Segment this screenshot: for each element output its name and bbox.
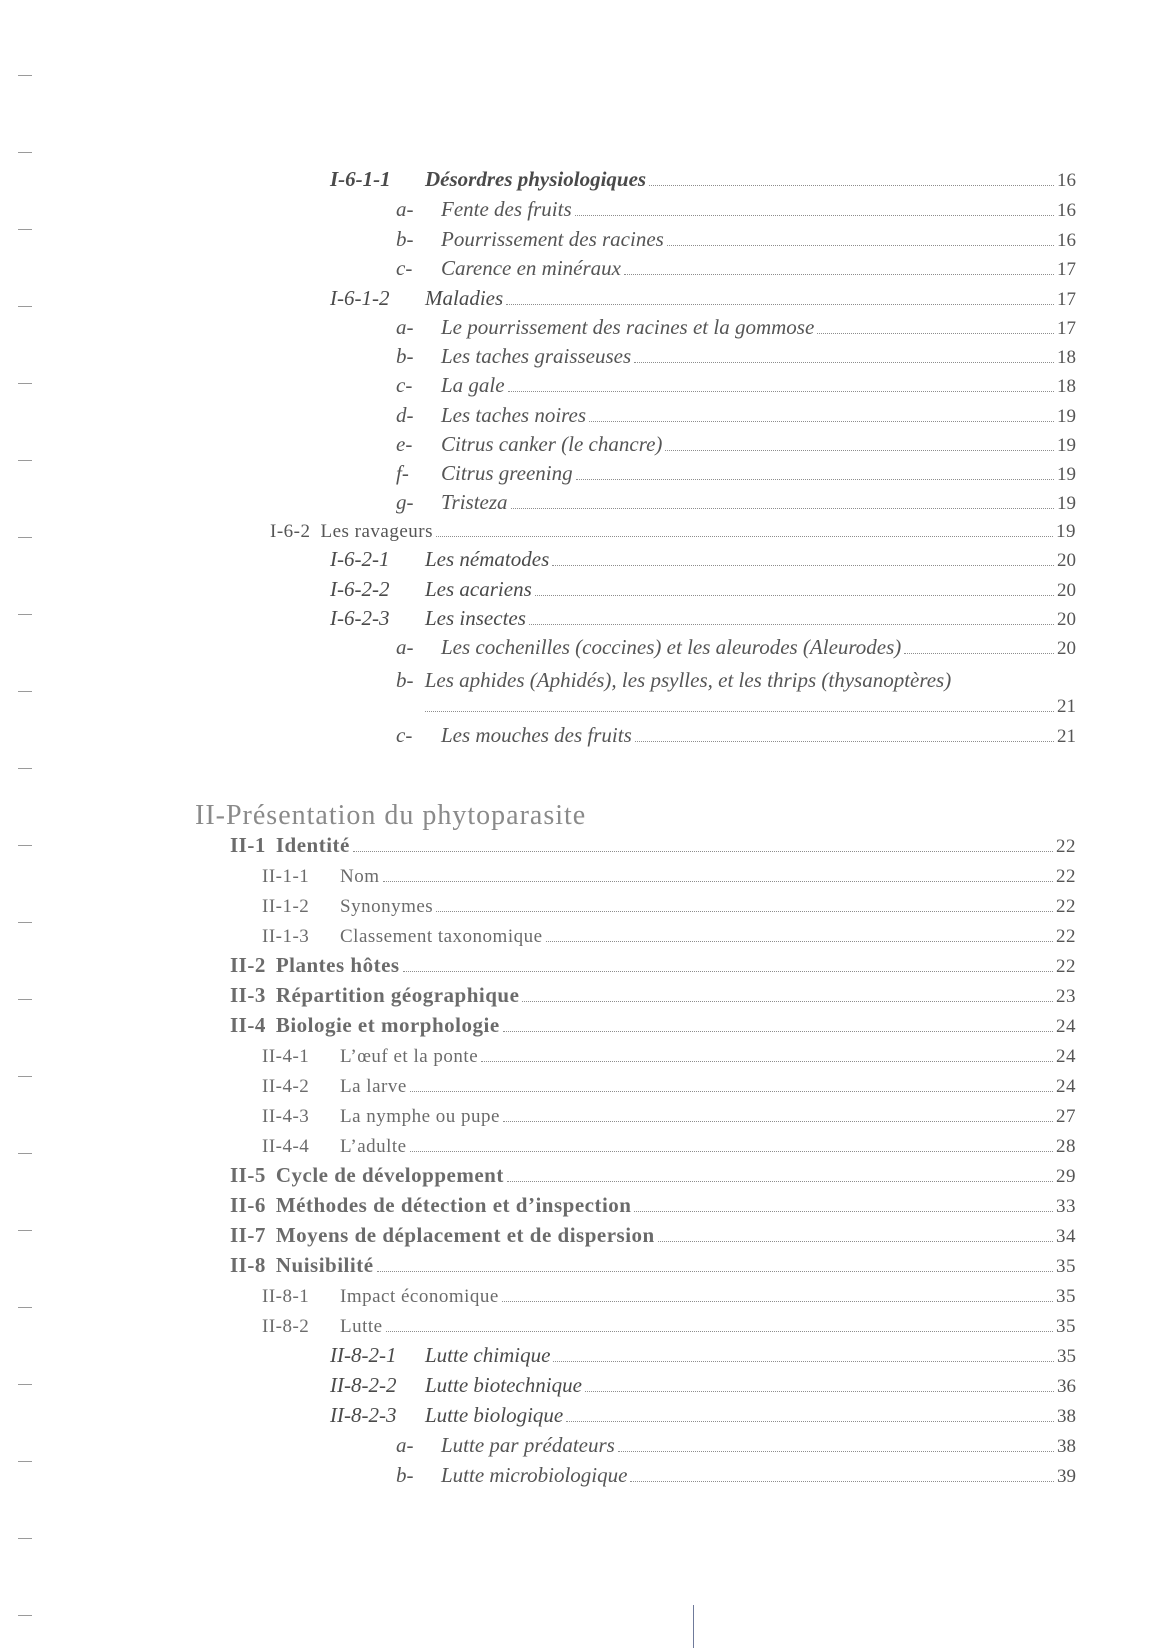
toc-page-number: 34 [1056,1226,1076,1247]
toc-entry-title: Maladies [425,286,504,310]
leader-dots [425,711,1054,712]
toc-entry-title: Moyens de déplacement et de dispersion [275,1223,655,1247]
edge-tick [18,768,32,769]
toc-page-number: 19 [1057,493,1076,514]
toc-entry-number: II-8-2-2 [330,1373,397,1397]
toc-entry [396,253,1076,281]
toc-page-number: 17 [1057,318,1076,339]
toc-page-number: 21 [1057,696,1076,717]
toc-entry [396,1460,1076,1488]
toc-entry-title: Biologie et morphologie [275,1013,500,1037]
toc-page-number: 16 [1057,200,1076,221]
toc-entry-title: Identité [275,833,350,857]
toc-entry-number: c- [396,373,413,397]
leader-dots [665,450,1054,451]
toc-entry [262,860,1076,888]
toc-entry-title: Cycle de développement [275,1163,504,1187]
edge-tick [18,1538,32,1539]
toc-page-number: 28 [1056,1136,1076,1157]
toc-entry-number: II-4-1 [262,1046,310,1067]
toc-entry-number: II-6 [230,1193,266,1217]
binding-line [693,1605,694,1648]
edge-tick [18,1307,32,1308]
toc-entry-title: L’œuf et la ponte [340,1046,479,1067]
toc-entry-title: La larve [340,1076,407,1097]
leader-dots [535,595,1054,596]
toc-entry [330,574,1076,602]
leader-dots [503,1121,1053,1122]
leader-dots [353,851,1053,852]
toc-entry [230,980,1076,1008]
edge-tick [18,306,32,307]
toc-entry [396,487,1076,515]
leader-dots [436,911,1053,912]
section-title: II-Présentation du phytoparasite [195,800,587,831]
leader-dots [585,1391,1054,1392]
toc-entry [330,1340,1076,1368]
toc-entry-number: c- [396,256,413,280]
toc-entry-number: II-1 [230,833,266,857]
toc-entry [262,1100,1076,1128]
toc-entry-title: Les taches noires [441,403,587,427]
leader-dots [904,653,1054,654]
leader-dots [635,741,1054,742]
toc-page-number: 27 [1056,1106,1076,1127]
edge-tick [18,845,32,846]
toc-entry-title: Désordres physiologiques [425,167,647,191]
toc-page-number: 17 [1057,289,1076,310]
toc-page-number: 36 [1057,1376,1076,1397]
toc-page-number: 35 [1057,1346,1076,1367]
toc-entry [262,1280,1076,1308]
toc-entry [396,1430,1076,1458]
edge-tick [18,229,32,230]
toc-entry-title: Classement taxonomique [340,926,543,947]
toc-entry [396,720,1076,748]
toc-page-number: 18 [1057,376,1076,397]
toc-entry-number: II-8-2-3 [330,1403,397,1427]
toc-entry-number: I-6-1-2 [330,286,390,310]
toc-page-number: 18 [1057,347,1076,368]
toc-entry-number: b- [396,227,414,251]
toc-entry-title: Les cochenilles (coccines) et les aleurodes (Aleurodes) [441,635,902,659]
toc-entry [262,1070,1076,1098]
toc-entry [230,830,1076,858]
toc-entry-number: II-4 [230,1013,266,1037]
leader-dots [624,274,1054,275]
toc-page-number: 17 [1057,259,1076,280]
edge-tick [18,1461,32,1462]
toc-entry-number: II-1-3 [262,926,310,947]
toc-page-number: 16 [1057,230,1076,251]
toc-entry-title: Les insectes [425,606,526,630]
toc-page-number: 39 [1057,1466,1076,1487]
toc-page-number: 24 [1056,1046,1076,1067]
leader-dots [658,1241,1053,1242]
toc-entry-number: e- [396,432,413,456]
toc-entry [396,632,1076,660]
toc-entry-number: II-8-2-1 [330,1343,397,1367]
leader-dots [667,245,1054,246]
toc-entry [262,890,1076,918]
toc-entry-number: g- [396,490,414,514]
edge-tick [18,1230,32,1231]
toc-entry-title: Lutte biotechnique [425,1373,582,1397]
toc-entry [270,515,1076,543]
toc-entry [230,1160,1076,1188]
leader-dots [410,1151,1053,1152]
toc-entry-title: La nymphe ou pupe [340,1106,500,1127]
edge-tick [18,999,32,1000]
toc-entry [230,1220,1076,1248]
toc-entry-number: II-5 [230,1163,266,1187]
toc-entry [396,194,1076,222]
toc-entry-title: La gale [441,373,505,397]
toc-entry [396,224,1076,252]
edge-tick [18,152,32,153]
toc-entry-title: Méthodes de détection et d’inspection [275,1193,632,1217]
toc-entry-title: L’adulte [340,1136,407,1157]
toc-page-number: 20 [1057,550,1076,571]
toc-page-number: 35 [1056,1316,1076,1337]
edge-tick [18,1615,32,1616]
toc-page-number: 35 [1056,1286,1076,1307]
toc-page-number: 22 [1056,896,1076,917]
toc-page-number: 24 [1056,1076,1076,1097]
toc-entry [396,429,1076,457]
toc-entry-number: II-8 [230,1253,266,1277]
toc-page-number: 22 [1056,926,1076,947]
toc-entry-number: a- [396,635,414,659]
toc-entry [330,544,1076,572]
toc-page-number: 22 [1056,866,1076,887]
toc-entry-number: II-4-4 [262,1136,310,1157]
toc-entry-title: Les acariens [425,577,532,601]
toc-entry-number: II-4-3 [262,1106,310,1127]
toc-entry-title: Nom [340,866,380,887]
leader-dots [436,536,1053,537]
toc-entry-number: I-6-2-1 [330,547,390,571]
toc-entry-title: Synonymes [340,896,434,917]
toc-entry-number: I-6-1-1 [330,167,391,191]
leader-dots [506,304,1054,305]
toc-entry-title: Nuisibilité [275,1253,374,1277]
toc-entry [396,458,1076,486]
toc-entry-number: II-8-2 [262,1316,310,1337]
toc-page-number: 24 [1056,1016,1076,1037]
toc-entry-number: II-2 [230,953,266,977]
leader-dots [503,1031,1053,1032]
leader-dots [383,881,1054,882]
toc-entry [330,164,1076,192]
edge-tick [18,1384,32,1385]
toc-entry-title: Lutte biologique [425,1403,564,1427]
leader-dots [377,1271,1053,1272]
toc-entry [230,1010,1076,1038]
edge-tick [18,922,32,923]
edge-tick [18,75,32,76]
edge-tick [18,1153,32,1154]
edge-tick [18,691,32,692]
toc-entry-number: II-3 [230,983,266,1007]
leader-dots [575,215,1054,216]
toc-entry [396,341,1076,369]
toc-page-number: 38 [1057,1436,1076,1457]
toc-entry-number: a- [396,197,414,221]
leader-dots [546,941,1053,942]
toc-entry-title: Tristeza [441,490,508,514]
leader-dots [817,333,1054,334]
leader-dots [566,1421,1054,1422]
leader-dots [386,1331,1053,1332]
toc-entry-title: Les nématodes [425,547,550,571]
toc-page-number: 19 [1057,464,1076,485]
toc-page-number: 19 [1057,406,1076,427]
toc-page-number: 22 [1056,836,1076,857]
leader-dots [529,624,1054,625]
leader-dots [618,1451,1054,1452]
edge-tick [18,537,32,538]
toc-entry-number: a- [396,315,414,339]
leader-dots [403,971,1053,972]
edge-tick [18,460,32,461]
leader-dots [552,565,1054,566]
leader-dots [507,1181,1053,1182]
toc-entry-title: Citrus canker (le chancre) [441,432,663,456]
edge-tick [18,1076,32,1077]
toc-entry-number: II-1-2 [262,896,310,917]
toc-entry-title: Impact économique [340,1286,499,1307]
toc-entry [262,1310,1076,1338]
toc-entry-number: II-4-2 [262,1076,310,1097]
leader-dots [649,185,1054,186]
toc-page-number: 20 [1057,638,1076,659]
toc-entry [330,603,1076,631]
toc-page-number: 23 [1056,986,1076,1007]
toc-entry [396,370,1076,398]
leader-dots [410,1091,1053,1092]
toc-page-number: 19 [1056,521,1076,542]
toc-page-number: 33 [1056,1196,1076,1217]
toc-entry-number: II-1-1 [262,866,310,887]
leader-dots [634,362,1054,363]
toc-page-number: 20 [1057,580,1076,601]
toc-entry [330,1400,1076,1428]
toc-entry-title: Les taches graisseuses [441,344,632,368]
toc-entry-title: Les mouches des fruits [441,723,632,747]
toc-entry-number: f- [396,461,409,485]
toc-entry-number: II-7 [230,1223,266,1247]
toc-page-number: 22 [1056,956,1076,977]
toc-entry [262,1040,1076,1068]
toc-page-number: 38 [1057,1406,1076,1427]
leader-dots [481,1061,1053,1062]
toc-entry-title: Lutte [340,1316,383,1337]
toc-entry [230,950,1076,978]
toc-entry-title: Lutte chimique [425,1343,551,1367]
toc-entry-title: Citrus greening [441,461,573,485]
toc-entry-title: Le pourrissement des racines et la gommose [441,315,815,339]
toc-entry-number: d- [396,403,414,427]
toc-page-number: 16 [1057,170,1076,191]
toc-entry [230,1250,1076,1278]
toc-entry-number: I-6-2-3 [330,606,390,630]
toc-entry-title: Plantes hôtes [275,953,400,977]
toc-entry [396,312,1076,340]
leader-dots [634,1211,1053,1212]
toc-entry [330,283,1076,311]
toc-page-number: 20 [1057,609,1076,630]
leader-dots [502,1301,1053,1302]
leader-dots [553,1361,1054,1362]
toc-page-number: 29 [1056,1166,1076,1187]
leader-dots [522,1001,1053,1002]
leader-dots [511,508,1054,509]
toc-entry-title: Pourrissement des racines [441,227,664,251]
toc-entry-number: c- [396,723,413,747]
toc-entry-wrapped-second-line [425,690,1076,718]
toc-page-number: 19 [1057,435,1076,456]
left-edge-marks [18,0,42,1648]
edge-tick [18,614,32,615]
leader-dots [576,479,1054,480]
toc-entry-number: a- [396,1433,414,1457]
toc-entry-number: I-6-2-2 [330,577,390,601]
toc-entry [230,1190,1076,1218]
toc-entry-number: I-6-2 [270,521,311,542]
leader-dots [508,391,1054,392]
leader-dots [589,421,1054,422]
toc-entry-title: Les ravageurs [320,521,434,542]
toc-entry [262,920,1076,948]
toc-entry-number: b- [396,1463,414,1487]
toc-page-number: 35 [1056,1256,1076,1277]
toc-entry-title: Carence en minéraux [441,256,621,280]
toc-entry-title: Lutte par prédateurs [441,1433,615,1457]
toc-entry [330,1370,1076,1398]
toc-entry-title: Fente des fruits [441,197,572,221]
toc-entry-number: b- [396,344,414,368]
leader-dots [630,1481,1054,1482]
toc-entry-title: Lutte microbiologique [441,1463,628,1487]
toc-entry-number: b- [396,668,414,692]
toc-entry [262,1130,1076,1158]
toc-entry-title: Répartition géographique [275,983,520,1007]
toc-entry [396,400,1076,428]
edge-tick [18,383,32,384]
toc-entry-title: Les aphides (Aphidés), les psylles, et les thrips (thysanoptères) [424,668,952,692]
toc-page-number: 21 [1057,726,1076,747]
toc-entry-number: II-8-1 [262,1286,310,1307]
